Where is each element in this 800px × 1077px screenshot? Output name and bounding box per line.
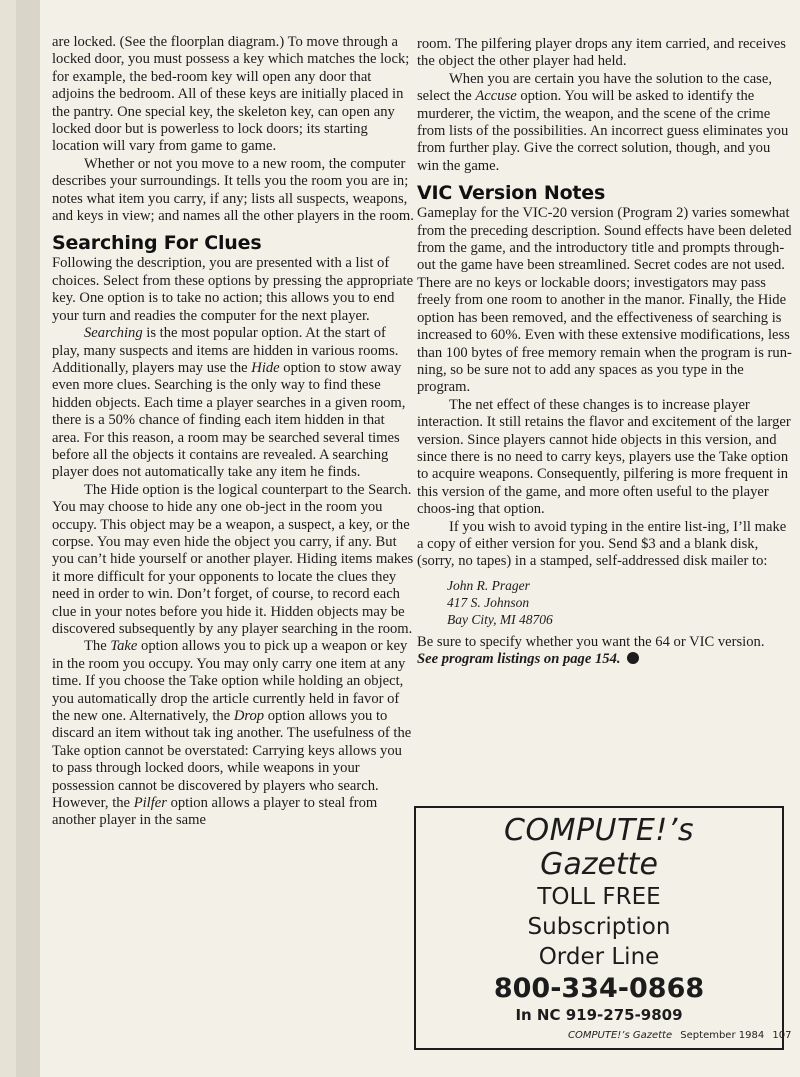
mailing-address (447, 577, 793, 628)
left-paragraph-3: Following the description, you are presented with a list of choices. Select from these options by pressing the appropriate key. One option is to take no action; this allows you to end your turn and readies the computer for the next player. (52, 255, 414, 324)
right-paragraph-1: room. The pilfering player drops any item carried, and receives the object the other player had held. (417, 36, 786, 70)
left-paragraph-1: are locked. (See the floorplan diagram.) To move through a locked door, you must possess a key which matches the lock; for example, the bed-room key will open any door that adjoins the bedroom. All of these keys are initially placed in the pantry. One special key, the skeleton key, can open any locked door but is powerless to lock doors; its starting location will vary from game to game. (52, 34, 410, 155)
heading-vic-version-notes: VIC Version Notes (417, 182, 606, 205)
right-column (417, 36, 793, 669)
left-paragraph-2: Whether or not you move to a new room, the computer describes your surroundings. It tells you the room you are in; notes what item you carry, if any; lists all suspects, weapons, and keys in view; and names all the other players in the room. (52, 155, 414, 225)
right-paragraph-6: Be sure to specify whether you want the 64 or VIC version. (417, 633, 765, 650)
italic-take: Take (110, 638, 138, 655)
right-paragraph-5: If you wish to avoid typing in the entire list-ing, I’ll make a copy of either version for you. Send $3 and a blank disk, (sorry, no tapes) in a stamped, self-addressed disk mailer to: (417, 518, 787, 570)
heading-searching-for-clues: Searching For Clues (52, 232, 262, 255)
p6-text-b: option allows you to pick up a weapon or key in the room you occupy. You may only carry one item at any time. If you choose the Take option while holding an object, you automatically drop the article currently held in favor of the new one. Alternatively, the (52, 638, 408, 725)
footer-page-number: 107 (772, 1030, 792, 1041)
left-paragraph-4 (52, 325, 414, 482)
magazine-page (16, 0, 800, 1077)
end-mark-icon (627, 652, 639, 664)
ad-phone-number: 800-334-0868 (493, 973, 705, 1004)
footer-date: September 1984 (680, 1030, 765, 1041)
right-paragraph-3: Gameplay for the VIC-20 version (Program 2) varies somewhat from the preceding description. Sound effects have been deleted from the game, and the introductory title and prompts through-out the game have been streamlined. Secret codes are not used. There are no keys or lockable doors; investigators may pass freely from one room to another in the manor. Finally, the Hide option has been removed, and the effectiveness of searching is increased to 60%. Even with these extensive modifications, less than 100 bytes of free memory remain when the program is run-ning, so be sure not to add any spaces as you type in the program. (417, 205, 792, 396)
p4-text-b: option to stow away even more clues. Searching is the only way to find these hidden objects. Each time a player searches in a given room, there is a 50% chance of finding each item hidden in that area. For this reason, a room may be searched several times before all the objects it contains are revealed. A searching player does not automatically take any item he finds. (52, 359, 406, 481)
italic-accuse: Accuse (475, 88, 517, 105)
p2-text-a: When you are certain you have the solution to the case, select the (417, 70, 772, 105)
italic-hide: Hide (251, 359, 280, 376)
right-paragraph-4: The net effect of these changes is to increase player interaction. It still retains the flavor and excitement of the larger version. Since players cannot hide objects in this version, and since there is no need to carry keys, players use the Take option to acquire weapons. Consequently, pilfering is more frequent in this version of the game, and more often useful to the player choos-ing that option. (417, 396, 791, 518)
left-paragraph-5: The Hide option is the logical counterpart to the Search. You may choose to hide any one ob-ject in the room you occupy. This object may be a weapon, a suspect, a key, or the corpse. You may even hide the object you carry, if any. But you can’t hide yourself or another player. Hiding items makes it more difficult for your opponents to locate the clues they need in order to win. Don’t forget, of course, to record each clue in your notes before you hide it. Hidden objects may be discovered subsequently by any player searching in the room. (52, 481, 414, 637)
address-name: John R. Prager (447, 577, 530, 593)
p4-text-a: is the most popular option. At the start of play, many suspects and items are hidden in various rooms. Additionally, players may use the (52, 325, 399, 376)
page-footer (568, 1030, 798, 1041)
subscription-ad-box (414, 806, 784, 1050)
italic-drop: Drop (233, 708, 265, 725)
p6-text-a: The (84, 638, 111, 655)
ad-subscription: Subscription (527, 914, 671, 940)
italic-pilfer: Pilfer (133, 795, 167, 812)
ad-brand-line2: Gazette (540, 847, 658, 882)
see-listings-note (417, 651, 793, 668)
page-edge-shadow (16, 0, 40, 1077)
address-street: 417 S. Johnson (447, 594, 530, 610)
p2-text-b: option. You will be asked to identify the murderer, the victim, the weapon, and the scene of the crime from lists of the possibilities. An incorrect guess eliminates you from further play. Give the correct solution, though, and you win the game. (417, 88, 789, 174)
left-column (52, 34, 414, 830)
see-listings-text: See program listings on page 154. (417, 651, 621, 668)
ad-brand-line1: COMPUTE!’s (504, 813, 694, 848)
p6-text-d: option allows a player to steal from another player in the same (52, 795, 378, 829)
ad-order-line: Order Line (538, 944, 660, 970)
ad-nc-number: In NC 919-275-9809 (515, 1006, 683, 1024)
p6-text-c: option allows you to discard an item without tak ing another. The usefulness of the Take option cannot be overstated: Carrying keys allows you to pass through locked doors, while weapons in your possession cannot be discovered by players who search. However, the (52, 708, 412, 812)
left-paragraph-6 (52, 638, 414, 829)
italic-searching: Searching (84, 325, 143, 342)
ad-toll-free: TOLL FREE (537, 884, 661, 910)
footer-magazine: COMPUTE!’s Gazette (568, 1030, 673, 1041)
address-city: Bay City, MI 48706 (447, 611, 553, 627)
right-paragraph-2 (417, 71, 793, 175)
